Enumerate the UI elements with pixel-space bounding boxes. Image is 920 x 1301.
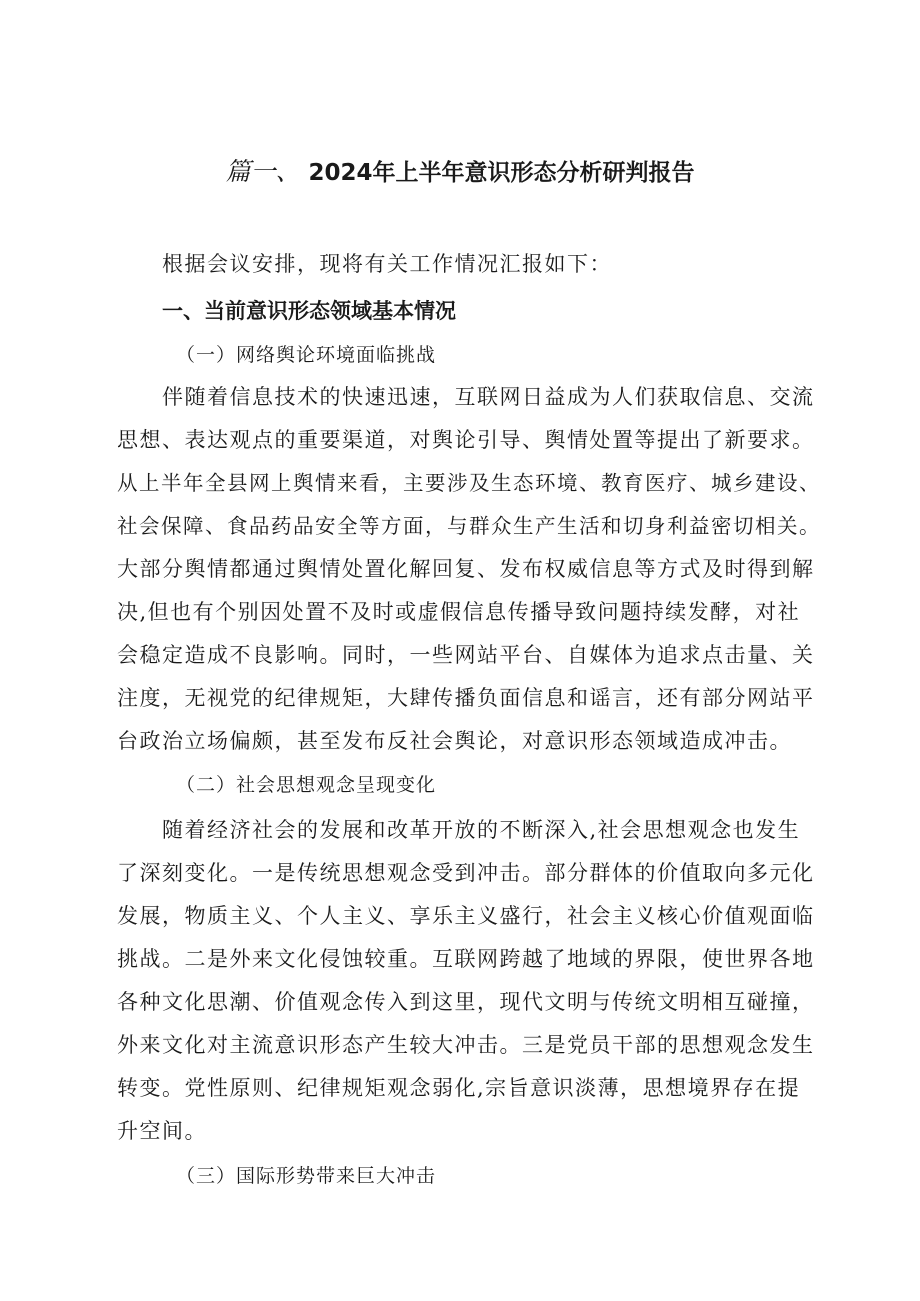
paragraph-line: 外来文化对主流意识形态产生较大冲击。三是党员干部的思想观念发生 xyxy=(117,1033,815,1057)
paragraph-line: 注度，无视党的纪律规矩，大肆传播负面信息和谣言，还有部分网站平 xyxy=(117,686,815,710)
paragraph-line: 决,但也有个别因处置不及时或虚假信息传播导致问题持续发酵，对社 xyxy=(117,600,801,624)
title-prefix: 篇一、 xyxy=(225,157,301,186)
paragraph-line: 从上半年全县网上舆情来看，主要涉及生态环境、教育医疗、城乡建设、 xyxy=(117,471,821,495)
document-title xyxy=(0,152,920,188)
paragraph-line: 各种文化思潮、价值观念传入到这里，现代文明与传统文明相互碰撞， xyxy=(117,990,815,1014)
paragraph-line: 伴随着信息技术的快速迅速，互联网日益成为人们获取信息、交流 xyxy=(162,385,815,409)
paragraph-line: 思想、表达观点的重要渠道，对舆论引导、舆情处置等提出了新要求。 xyxy=(117,428,815,452)
paragraph-line: 大部分舆情都通过舆情处置化解回复、发布权威信息等方式及时得到解 xyxy=(117,557,815,581)
paragraph-line: 随着经济社会的发展和改革开放的不断深入,社会思想观念也发生 xyxy=(162,818,801,842)
paragraph-line: 挑战。二是外来文化侵蚀较重。互联网跨越了地域的界限，使世界各地 xyxy=(117,947,815,971)
paragraph-line: 转变。党性原则、纪律规矩观念弱化,宗旨意识淡薄，思想境界存在提 xyxy=(117,1076,801,1100)
paragraph-line: 社会保障、食品药品安全等方面，与群众生产生活和切身利益密切相关。 xyxy=(117,514,821,538)
paragraph-line: 台政治立场偏颇，甚至发布反社会舆论，对意识形态领域造成冲击。 xyxy=(117,729,792,753)
title-main: 2024年上半年意识形态分析研判报告 xyxy=(308,160,695,186)
subsection-heading-2: （二）社会思想观念呈现变化 xyxy=(176,774,437,796)
intro-paragraph: 根据会议安排，现将有关工作情况汇报如下： xyxy=(162,252,612,276)
paragraph-line-last: 升空间。 xyxy=(117,1119,207,1143)
subsection-heading-1: （一）网络舆论环境面临挑战 xyxy=(176,344,437,366)
subsection-heading-3: （三）国际形势带来巨大冲击 xyxy=(176,1165,437,1187)
paragraph-line: 发展，物质主义、个人主义、享乐主义盛行，社会主义核心价值观面临 xyxy=(117,904,815,928)
paragraph-line: 会稳定造成不良影响。同时，一些网站平台、自媒体为追求点击量、关 xyxy=(117,643,815,667)
paragraph-line: 了深刻变化。一是传统思想观念受到冲击。部分群体的价值取向多元化 xyxy=(117,861,815,885)
section-heading-1: 一、当前意识形态领域基本情况 xyxy=(162,299,456,323)
